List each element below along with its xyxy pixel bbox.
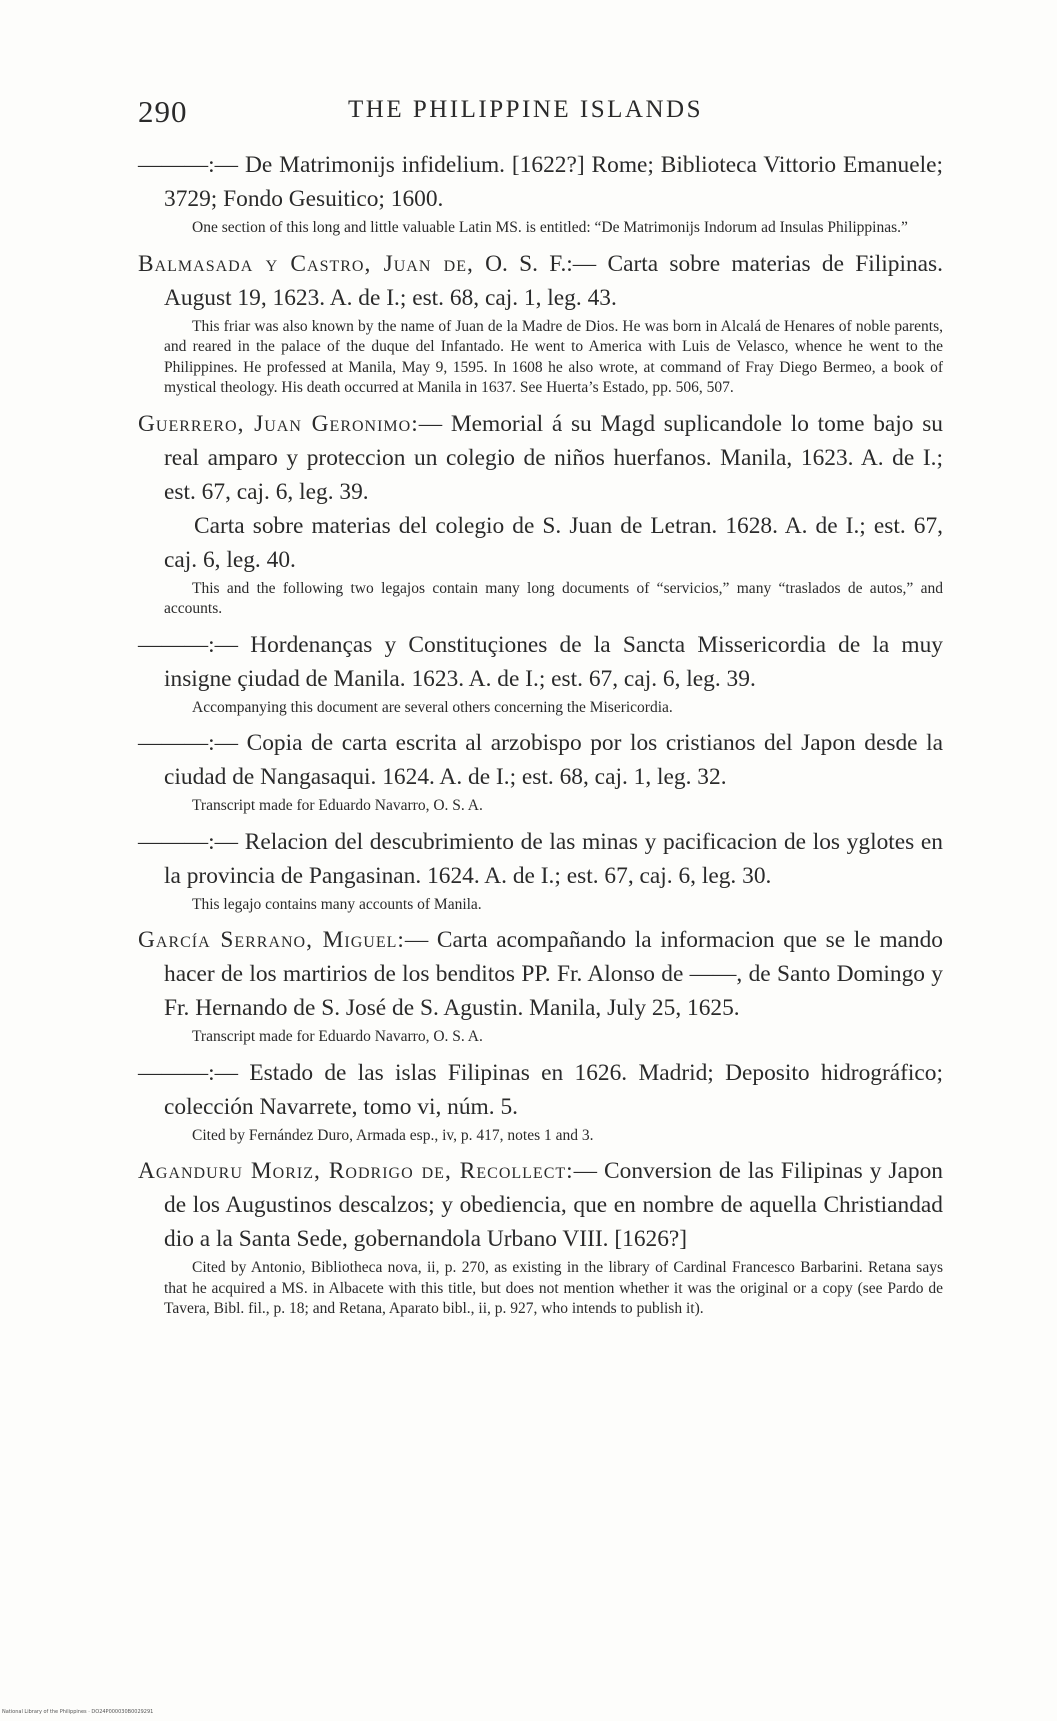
bibliography-content [138,148,943,1328]
entry-note: One section of this long and little valuable Latin MS. is entitled: “De Matrimonijs Indorum ad Insulas Philippinas.” [192,219,908,236]
bibliography-entry: Aganduru Moriz, Rodrigo de, Recollect:— Conversion de las Filipinas y Japon de los Augustinos descalzos; y obediencia, que en nombre de aquella Christiandad dio a la Santa Sede, gobernandola Urbano VIII. [1626?] [138,1158,943,1252]
entry-note: Transcript made for Eduardo Navarro, O. S. A. [192,797,483,814]
entry-note: Cited by Antonio, Bibliotheca nova, ii, p. 270, as existing in the library of Cardinal Francesco Barbarini. Retana says that he acquired a MS. in Albacete with this title, but does not mention whether it was the original or a copy (see Pardo de Tavera, Bibl. fil., p. 18; and Retana, Aparato bibl., ii, p. 927, who intends to publish it). [164,1259,943,1317]
entry-author: Guerrero, Juan Geronimo: [138,410,419,437]
bibliography-entry: ———:— Hordenanças y Constituçiones de la Sancta Missericordia de la muy insigne çiudad de Manila. 1623. A. de I.; est. 67, caj. 6, leg. 39. [138,631,943,692]
bibliography-entry: Balmasada y Castro, Juan de, O. S. F.:— Carta sobre materias de Filipinas. August 19, 1623. A. de I.; est. 68, caj. 1, leg. 43. [138,250,943,311]
entry-note: Accompanying this document are several others concerning the Misericordia. [192,698,673,716]
entry-note: This friar was also known by the name of Juan de la Madre de Dios. He was born in Alcalá de Henares of noble parents, and reared in the palace of the duque del Infantado. He went to America with Luis de Velasco, whence he went to the Philippines. He professed at Manila, May 9, 1595. In 1608 he also wrote, at command of Fray Diego Bermeo, a book of mystical theology. His death occurred at Manila in 1637. See Huerta’s Estado, pp. 506, 507. [164,317,943,396]
entry-author: García Serrano, Miguel: [138,927,405,953]
entry-author: Balmasada y Castro, Juan de, [138,250,474,277]
scan-footer: National Library of the Philippines · DO24P000030B0029291 [2,1709,154,1715]
entry-note: Cited by Fernández Duro, Armada esp., iv, p. 417, notes 1 and 3. [192,1126,594,1144]
bibliography-entry: ———:— De Matrimonijs infidelium. [1622?] Rome; Biblioteca Vittorio Emanuele; 3729; Fondo Gesuitico; 1600. [138,152,943,212]
entry-note: This and the following two legajos contain many long documents of “servicios,” many “traslados de autos,” and accounts. [164,579,943,617]
entry-note: Transcript made for Eduardo Navarro, O. S. A. [192,1028,483,1045]
bibliography-entry: Guerrero, Juan Geronimo:— Memorial á su Magd suplicandole lo tome bajo su real amparo y proteccion un colegio de niños huerfanos. Manila, 1623. A. de I.; est. 67, caj. 6, leg. 39. [138,410,943,505]
bibliography-entry: ———:— Copia de carta escrita al arzobispo por los cristianos del Japon desde la ciudad de Nangasaqui. 1624. A. de I.; est. 68, caj. 1, leg. 32. [138,730,943,790]
running-title: THE PHILIPPINE ISLANDS [348,96,703,123]
entry-author: Aganduru Moriz, Rodrigo de, Recollect: [138,1158,574,1184]
bibliography-entry-continued: Carta sobre materias del colegio de S. Juan de Letran. 1628. A. de I.; est. 67, caj. 6, leg. 40. [164,512,943,573]
page-header [138,94,942,134]
bibliography-entry: ———:— Estado de las islas Filipinas en 1626. Madrid; Deposito hidrográfico; colección Navarrete, tomo vi, núm. 5. [138,1059,943,1120]
entry-note: This legajo contains many accounts of Manila. [192,895,482,913]
bibliography-entry: ———:— Relacion del descubrimiento de las minas y pacificacion de los yglotes en la provincia de Pangasinan. 1624. A. de I.; est. 67, caj. 6, leg. 30. [138,828,943,889]
bibliography-entry: García Serrano, Miguel:— Carta acompañando la informacion que se le mando hacer de los martirios de los benditos PP. Fr. Alonso de ——, de Santo Domingo y Fr. Hernando de S. José de S. Agustin. Manila, July 25, 1625. [138,927,943,1021]
page-number: 290 [138,94,188,129]
